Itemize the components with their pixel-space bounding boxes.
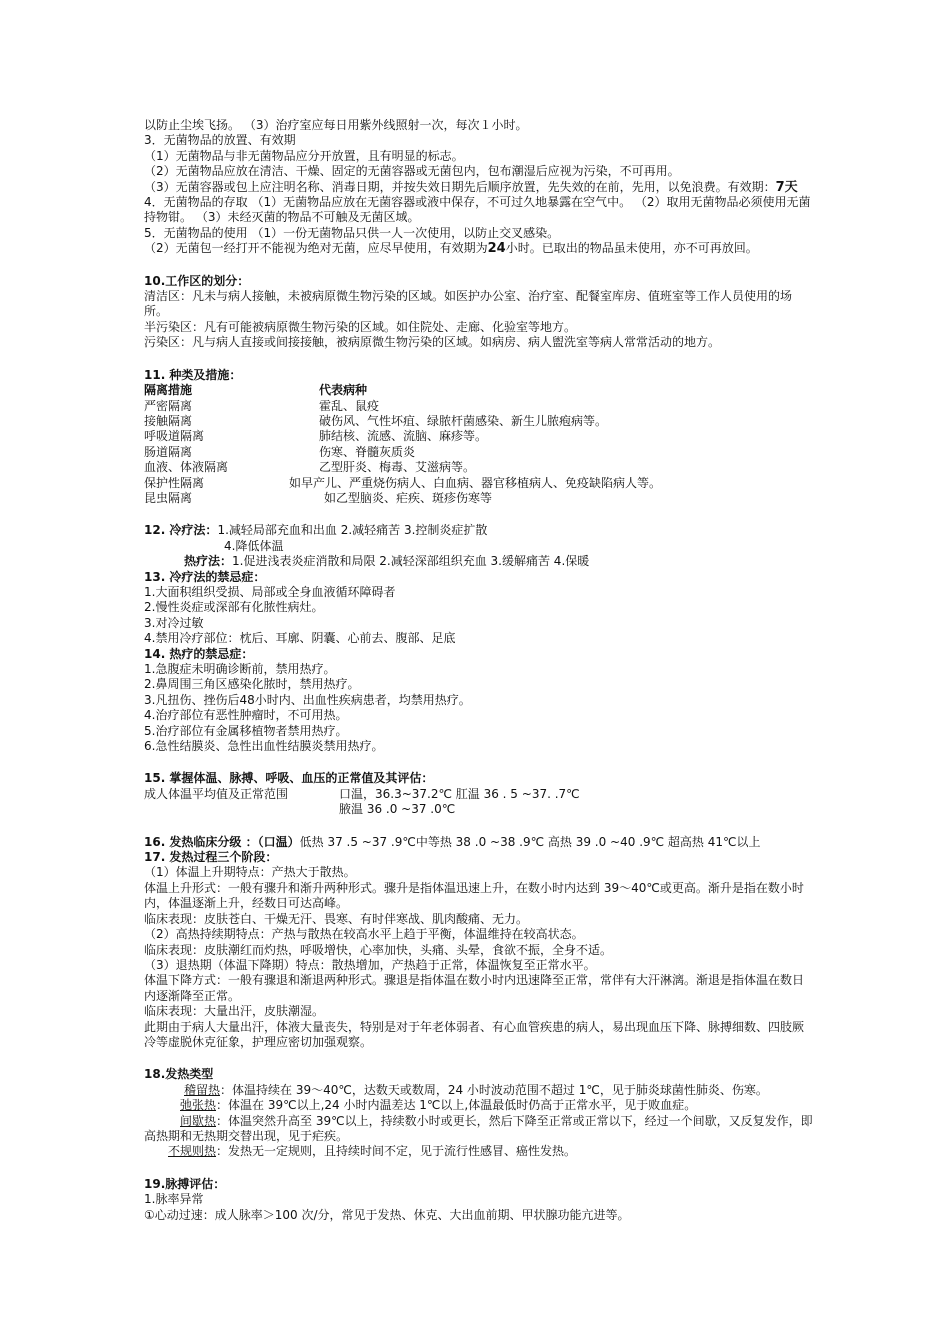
list-item: 4.治疗部位有恶性肿瘤时，不可用热。: [144, 708, 348, 723]
table-row: 呼吸道隔离 肺结核、流感、流脑、麻疹等。: [144, 429, 488, 444]
list-item: 3.对冷过敏: [144, 615, 204, 630]
paragraph: 5．无菌物品的使用 （1）一份无菌物品只供一人一次使用，以防止交叉感染。: [144, 225, 560, 240]
paragraph: 1.脉率异常: [144, 1192, 204, 1207]
list-item: 2.慢性炎症或深部有化脓性病灶。: [144, 600, 324, 615]
paragraph: 此期由于病人大量出汗，体液大量丧失，特别是对于年老体弱者、有心血管疾患的病人，易出现血压下降、脉搏细数、四肢厥冷等虚脱休克征象，护理应密切加强观察。: [144, 1019, 805, 1049]
paragraph: 不规则热：发热无一定规则，且持续时间不定，见于流行性感冒、癌性发热。: [168, 1144, 577, 1159]
paragraph: 稽留热：体温持续在 39～40℃，达数天或数周，24 小时波动范围不超过 1℃，见于肺炎球菌性肺炎、伤寒。: [184, 1082, 768, 1097]
paragraph: 16. 发热临床分级 ：（口温）低热 37 .5 ~37 .9℃中等热 38 .0 ~38 .9℃ 高热 39 .0 ~40 .9℃ 超高热 41℃以上: [144, 834, 761, 849]
paragraph: （1）无菌物品与非无菌物品应分开放置，且有明显的标志。: [144, 148, 464, 163]
section-title: 19.脉搏评估：: [144, 1176, 226, 1191]
paragraph: 半污染区：凡有可能被病原微生物污染的区域。如住院处、走廊、化验室等地方。: [144, 319, 577, 334]
paragraph: 临床表现：皮肤苍白、干燥无汗、畏寒、有时伴寒战、肌肉酸痛、无力。: [144, 911, 529, 926]
paragraph: 污染区：凡与病人直接或间接接触，被病原微生物污染的区域。如病房、病人盥洗室等病人常常活动的地方。: [144, 335, 721, 350]
paragraph: （1）体温上升期特点：产热大于散热。: [144, 865, 356, 880]
table-row: 保护性隔离 如早产儿、严重烧伤病人、白血病、器官移植病人、免疫缺陷病人等。: [144, 475, 662, 490]
list-item: 2.鼻周围三角区感染化脓时，禁用热疗。: [144, 677, 360, 692]
paragraph: 弛张热：体温在 39℃以上,24 小时内温差达 1℃以上,体温最低时仍高于正常水平，见于败血症。: [180, 1098, 697, 1113]
paragraph: 成人体温平均值及正常范围 口温，36.3~37.2℃ 肛温 36 . 5 ~37. .7℃: [144, 786, 580, 801]
list-item: 4.禁用冷疗部位：枕后、耳廓、阴囊、心前去、腹部、足底: [144, 631, 456, 646]
paragraph: 4.降低体温: [224, 538, 284, 553]
paragraph: （2）无菌物品应放在清洁、干燥、固定的无菌容器或无菌包内，包布潮湿后应视为污染，不可再用。: [144, 164, 680, 179]
paragraph: 体温下降方式：一般有骤退和渐退两种形式。骤退是指体温在数小时内迅速降至正常，常伴有大汗淋漓。渐退是指体温在数日内逐渐降至正常。: [144, 973, 805, 1003]
paragraph: 临床表现：皮肤潮红而灼热，呼吸增快，心率加快，头痛、头晕，食欲不振，全身不适。: [144, 942, 613, 957]
paragraph: （3）退热期（体温下降期）特点：散热增加，产热趋于正常，体温恢复至正常水平。: [144, 957, 596, 972]
paragraph: ①心动过速：成人脉率＞100 次/分，常见于发热、休克、大出血前期、甲状腺功能亢进等。: [144, 1207, 630, 1222]
paragraph: （2）无菌包一经打开不能视为绝对无菌，应尽早使用，有效期为24小时。已取出的物品虽未使用，亦不可再放回。: [144, 241, 758, 257]
subheading: 3．无菌物品的放置、有效期: [144, 133, 296, 148]
table-row: 接触隔离 破伤风、气性坏疽、绿脓杆菌感染、新生儿脓疱病等。: [144, 413, 608, 428]
paragraph: 热疗法：1.促进浅表炎症消散和局限 2.减轻深部组织充血 3.缓解痛苦 4.保暖: [184, 554, 590, 569]
section-title: 15. 掌握体温、脉搏、呼吸、血压的正常值及其评估：: [144, 771, 434, 786]
section-title: 18.发热类型: [144, 1067, 214, 1082]
list-item: 5.治疗部位有金属移植物者禁用热疗。: [144, 723, 348, 738]
section-title: 10.工作区的划分：: [144, 273, 250, 288]
table-row: 肠道隔离 伤寒、脊髓灰质炎: [144, 444, 416, 459]
paragraph: 12. 冷疗法：1.减轻局部充血和出血 2.减轻痛苦 3.控制炎症扩散: [144, 523, 488, 538]
paragraph: 间歇热：体温突然升高至 39℃以上，持续数小时或更长，然后下降至正常或正常以下，经过一个间歇，又反复发作，即高热期和无热期交替出现，见于疟疾。: [144, 1113, 813, 1143]
list-item: 6.急性结膜炎、急性出血性结膜炎禁用热疗。: [144, 739, 384, 754]
paragraph: （3）无菌容器或包上应注明名称、消毒日期，并按失效日期先后顺序放置，先失效的在前，先用，以免浪费。有效期：7天: [144, 179, 798, 195]
table-header: 隔离措施 代表病种: [144, 383, 368, 398]
list-item: 1.急腹症未明确诊断前，禁用热疗。: [144, 662, 336, 676]
list-item: 3.凡扭伤、挫伤后48小时内、出血性疾病患者，均禁用热疗。: [144, 692, 471, 707]
paragraph: 以防止尘埃飞扬。 （3）治疗室应每日用紫外线照射一次，每次１小时。: [144, 118, 528, 132]
table-row: 昆虫隔离 如乙型脑炎、疟疾、斑疹伤寒等: [144, 490, 493, 505]
document-page: [144, 118, 814, 1223]
section-title: 13. 冷疗法的禁忌症：: [144, 569, 266, 584]
section-title: 17. 发热过程三个阶段：: [144, 850, 278, 865]
table-row: 血液、体液隔离 乙型肝炎、梅毒、艾滋病等。: [144, 460, 476, 475]
list-item: 1.大面积组织受损、局部或全身血液循环障碍者: [144, 584, 396, 599]
paragraph: 清洁区：凡未与病人接触，未被病原微生物污染的区域。如医护办公室、治疗室、配餐室库房、值班室等工作人员使用的场所。: [144, 289, 793, 319]
paragraph: 4．无菌物品的存取 （1）无菌物品应放在无菌容器或液中保存，不可过久地暴露在空气中。 （2）取用无菌物品必须使用无菌持物钳。 （3）未经灭菌的物品不可触及无菌区域。: [144, 195, 811, 225]
paragraph: 体温上升形式：一般有骤升和渐升两种形式。骤升是指体温迅速上升，在数小时内达到 39～40℃或更高。渐升是指在数小时内，体温逐渐上升，经数日可达高峰。: [144, 880, 804, 911]
paragraph: 临床表现：大量出汗，皮肤潮湿。: [144, 1004, 325, 1019]
paragraph: （2）高热持续期特点：产热与散热在较高水平上趋于平衡，体温维持在较高状态。: [144, 927, 584, 942]
paragraph: 腋温 36 .0 ~37 .0℃: [339, 802, 456, 817]
section-title: 14. 热疗的禁忌症：: [144, 646, 254, 661]
table-row: 严密隔离 霍乱、鼠疫: [144, 398, 380, 413]
section-title: 11. 种类及措施：: [144, 367, 242, 382]
